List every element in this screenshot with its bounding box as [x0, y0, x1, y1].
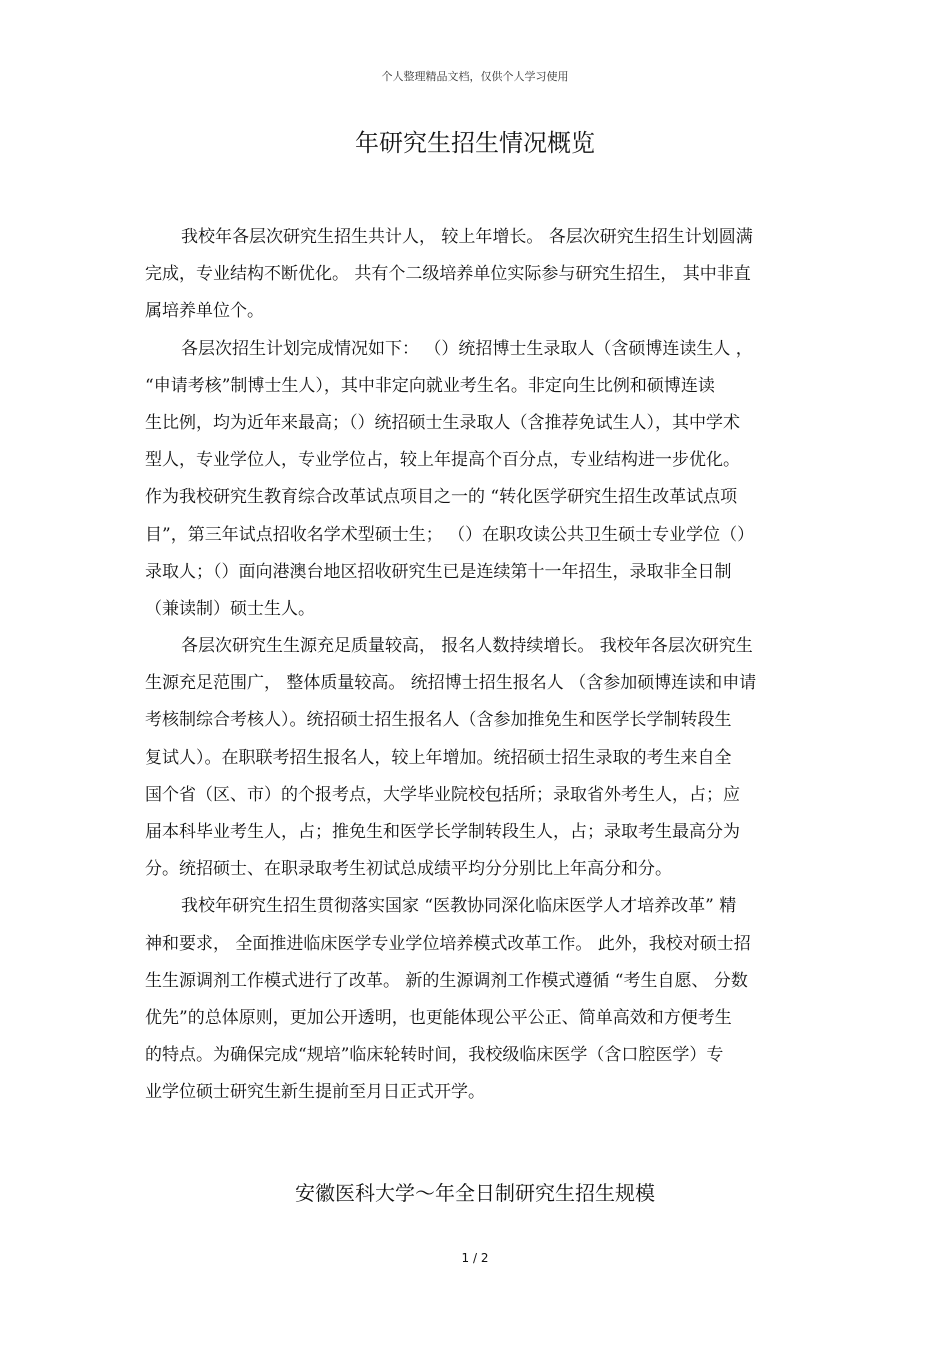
paragraph-line: 神和要求， 全面推进临床医学专业学位培养模式改革工作。 此外，我校对硕士招	[145, 933, 751, 954]
paragraph-line: 生比例，均为近年来最高；（）统招硕士生录取人（含推荐免试生人），其中学术	[145, 412, 740, 433]
paragraph-line: 优先”的总体原则，更加公开透明，也更能体现公平公正、简单高效和方便考生	[145, 1007, 732, 1028]
paragraph-line: 考核制综合考核人）。统招硕士招生报名人（含参加推免生和医学长学制转段生	[145, 710, 732, 731]
paragraph-line: 各层次研究生生源充足质量较高， 报名人数持续增长。 我校年各层次研究生	[181, 636, 753, 657]
paragraph-line: 型人，专业学位人，专业学位占，较上年提高个百分点，专业结构进一步优化。	[145, 450, 740, 471]
paragraph-line: 国个省（区、市）的个报考点，大学毕业院校包括所；录取省外考生人，占；应	[145, 784, 740, 805]
paragraph-line: 各层次招生计划完成情况如下： （）统招博士生录取人（含硕博连读生人 ，	[181, 338, 753, 359]
paragraph-line: 的特点。为确保完成“规培”临床轮转时间，我校级临床医学（含口腔医学）专	[145, 1045, 724, 1066]
paragraph-line: 目”，第三年试点招收名学术型硕士生； （）在职攻读公共卫生硕士专业学位（）	[145, 524, 755, 545]
page-number: 1 / 2	[461, 1251, 489, 1265]
paragraph-line: 业学位硕士研究生新生提前至月日正式开学。	[145, 1082, 485, 1103]
paragraph-line: 我校年各层次研究生招生共计人， 较上年增长。 各层次研究生招生计划圆满	[181, 227, 753, 247]
paragraph-line: 复试人）。在职联考招生报名人，较上年增加。统招硕士招生录取的考生来自全	[145, 747, 732, 768]
paragraph-line: 作为我校研究生教育综合改革试点项目之一的 “转化医学研究生招生改革试点项	[145, 487, 738, 508]
body-text	[145, 222, 813, 1115]
paragraph-line: 分。统招硕士、在职录取考生初试总成绩平均分分别比上年高分和分。	[145, 859, 672, 880]
paragraph-line: “申请考核”制博士生人），其中非定向就业考生名。非定向生比例和硕博连读	[145, 375, 715, 396]
page-header: 个人整理精品文档，仅供个人学习使用	[381, 70, 569, 83]
paragraph-line: 届本科毕业考生人，占；推免生和医学长学制转段生人，占；录取考生最高分为	[145, 822, 740, 842]
paragraph-line: （兼读制）硕士生人。	[145, 598, 315, 619]
paragraph-line: 属培养单位个。	[145, 301, 264, 322]
page-title: 年研究生招生情况概览	[355, 129, 595, 157]
paragraph-line: 我校年研究生招生贯彻落实国家 “医教协同深化临床医学人才培养改革” 精	[181, 896, 737, 917]
paragraph-line: 录取人；（）面向港澳台地区招收研究生已是连续第十一年招生，录取非全日制	[145, 561, 732, 582]
paragraph-line: 完成，专业结构不断优化。 共有个二级培养单位实际参与研究生招生， 其中非直	[145, 264, 751, 285]
section-subtitle: 安徽医科大学～年全日制研究生招生规模	[295, 1181, 655, 1205]
paragraph-line: 生源充足范围广， 整体质量较高。 统招博士招生报名人 （含参加硕博连读和申请	[145, 673, 757, 694]
paragraph-line: 生生源调剂工作模式进行了改革。 新的生源调剂工作模式遵循 “考生自愿、 分数	[145, 970, 748, 991]
